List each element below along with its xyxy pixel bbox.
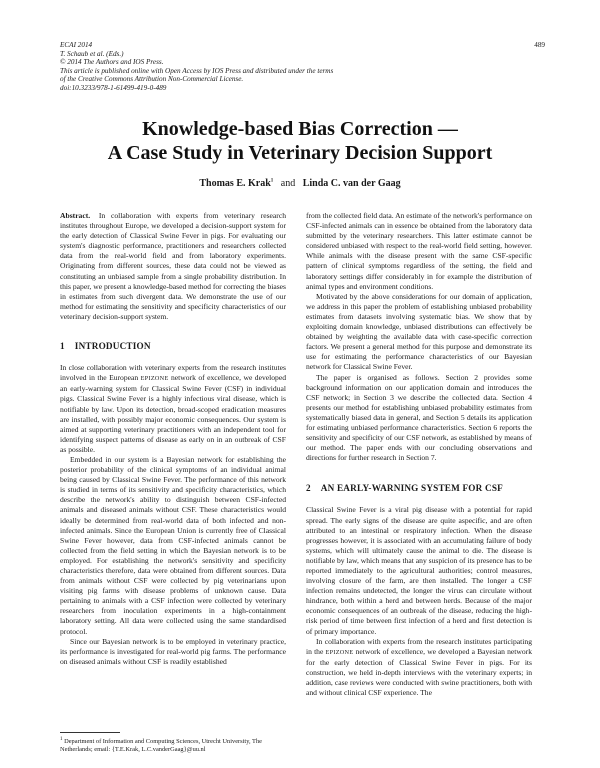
author-2: Linda C. van der Gaag: [302, 178, 401, 189]
footnote-divider: [60, 732, 120, 733]
intro-paragraph-4: from the collected field data. An estimate of the network's performance on CSF-infected animals can in essence be obtained from the laboratory data submitted by the veterinary researchers. This latter estimate cannot be considered unbiased with respect to the real-world field setting, however. While animals with the disease present with the same CSF-specific pattern of clinical symptoms regardless of the setting, the field and laboratory settings differ considerably in for example the distribution of animal types and environment conditions.: [306, 211, 532, 291]
abstract-label: Abstract.: [60, 211, 91, 220]
intro-p1-text-b: network of excellence, we developed an early-warning system for Classical Swine Fever (CSF) in individual pigs. Classical Swine Fever is a highly infectious viral disease, which is notifiable by law. Upon its detection, broad-scoped eradication measures are installed, with possibly major economic consequences. Our system is aimed at supporting veterinary practitioners with an independent tool for identifying suspect patterns of disease as early on in an outbreak of CSF as possible.: [60, 373, 286, 454]
author-1-footnote-mark: 1: [270, 178, 274, 184]
title-line-2: A Case Study in Veterinary Decision Support: [107, 142, 493, 164]
sec2-p2-text-a: In collaboration with experts from the research institutes participating in the: [306, 636, 532, 656]
section-2-number: 2: [306, 483, 311, 494]
section-2-heading: [306, 483, 532, 493]
section-1-title: INTRODUCTION: [74, 341, 151, 352]
sec2-paragraph-1: Classical Swine Fever is a viral pig disease with a potential for rapid spread. The early signs of the disease are quite aspecific, and are often attributed to an intestinal or respiratory infection. When the disease progresses however, it is associated with an accumulating failure of body systems, which will ultimately cause the animal to die. The disease is notifiable by law, which means that any suspicion of its presence has to be reported immediately to the agricultural authorities; control measures, involving closure of the farm, are then installed. The longer a CSF infection remains undetected, the longer the virus can circulate without hindrance, both within a herd and between herds. Because of the major economic consequences of an outbreak of the disease, reducing the high-risk period of time between first infection of a herd and first detection is of primary importance.: [306, 505, 532, 636]
abstract: [60, 211, 286, 322]
sec2-p2-text-b: network of excellence, we developed a Bayesian network for the early detection of Classical Swine Fever in pigs. For its construction, we held in-depth interviews with the veterinary experts; in addition, case reviews were conducted with swine practitioners, both with and without clinical CSF experience. The: [306, 646, 532, 698]
header-editors: T. Schaub et al. (Eds.): [60, 49, 124, 58]
running-header: [60, 41, 545, 93]
title-line-1: Knowledge-based Bias Correction —: [142, 118, 458, 140]
header-conference: ECAI 2014: [60, 41, 93, 49]
section-1-number: 1: [60, 341, 65, 352]
intro-paragraph-6: The paper is organised as follows. Section 2 provides some background information on our application domain and introduces the CSF network; in Section 3 we describe the collected data. Section 4 presents our method for establishing unbiased probability estimates from systematically biased data in general, and Section 5 details its application for estimating unbiased performance characteristics. Section 6 reports the sensitivity and specificity of our CSF network, as established by means of our method. The paper ends with our concluding observations and directions for further research in Section 7.: [306, 372, 532, 463]
header-doi: doi:10.3233/978-1-61499-419-0-489: [60, 83, 167, 92]
author-conjunction: and: [280, 178, 296, 189]
left-column: [60, 211, 286, 667]
intro-p1-network-name: EPIZONE: [140, 375, 169, 383]
section-1-heading: [60, 341, 286, 351]
paper-title: [40, 117, 560, 165]
author-list: [0, 178, 600, 189]
footnote-text: Department of Information and Computing Sciences, Utrecht University, The Netherlands; email: {T.E.Krak, L.C.vanderGaag}@uu.nl: [60, 738, 262, 754]
author-1: Thomas E. Krak: [199, 178, 271, 189]
sec2-paragraph-2: [306, 637, 532, 699]
footnote-mark: 1: [60, 737, 63, 742]
header-license-2: of the Creative Commons Attribution Non-Commercial License.: [60, 75, 244, 84]
footnote: [60, 736, 286, 754]
header-license-1: This article is published online with Open Access by IOS Press and distributed under the terms: [60, 66, 334, 75]
header-copyright: © 2014 The Authors and IOS Press.: [60, 58, 164, 67]
intro-paragraph-5: Motivated by the above considerations for our domain of application, we address in this paper the problem of establishing unbiased probability estimates from datasets involving systematic bias. We show that by exploiting domain knowledge, unbiased distributions can effectively be obtained by weighting the available data with case-specific correction factors. We present a general method for this purpose and demonstrate its use for estimating the performance characteristics of our Bayesian network for Classical Swine Fever.: [306, 291, 532, 372]
section-2-title: AN EARLY-WARNING SYSTEM FOR CSF: [320, 483, 503, 494]
abstract-text: In collaboration with experts from veterinary research institutes throughout Europe, we developed a decision-support system for the early detection of Classical Swine Fever in pigs. For evaluating our system's diagnostic performance, practitioners and researchers collected data from the real-world field and from laboratory experiments. Originating from different sources, these data could not be viewed as constituting an unbiased sample from a single probability distribution. In this paper, we present a knowledge-based method for correcting the biases in estimates from such divergent data. We demonstrate the use of our method for estimating the sensitivity and specificity characteristics of our veterinary decision-support system.: [60, 211, 286, 321]
intro-paragraph-1: [60, 363, 286, 455]
intro-paragraph-2: Embedded in our system is a Bayesian network for establishing the posterior probability of the clinical symptoms of an individual animal being caused by Classical Swine Fever. The performance of this network is studied in terms of its sensitivity and specificity characteristics, which describe the network's ability to distinguish between CSF-infected animals and diseased animals without CSF. These characteristics would ideally be determined from real-world data of both infected and non-infected animals. Since the European Union is currently free of Classical Swine Fever however, data from CSF-infected animals cannot be collected from the field setting in which the Bayesian network is to be employed. For establishing the network's sensitivity and specificity characteristics therefore, data were obtained from different sources. Data from animals without CSF were collected by pig veterinarians upon visiting pig farms with disease problems of unknown cause. Data pertaining to animals with a CSF infection were collected by veterinary researchers from inoculation experiments in a high-containment laboratory setting. All data were collected using the same standardised protocol.: [60, 454, 286, 636]
intro-paragraph-3: Since our Bayesian network is to be employed in veterinary practice, its performance is investigated for real-world pig farms. The performance on diseased animals without CSF is readily established: [60, 636, 286, 666]
right-column: [306, 211, 532, 698]
intro-p1-text-a: In close collaboration with veterinary experts from the research institutes involved in the European: [60, 363, 286, 383]
sec2-p2-network-name: EPIZONE: [325, 648, 354, 656]
page-number: 489: [534, 41, 545, 49]
